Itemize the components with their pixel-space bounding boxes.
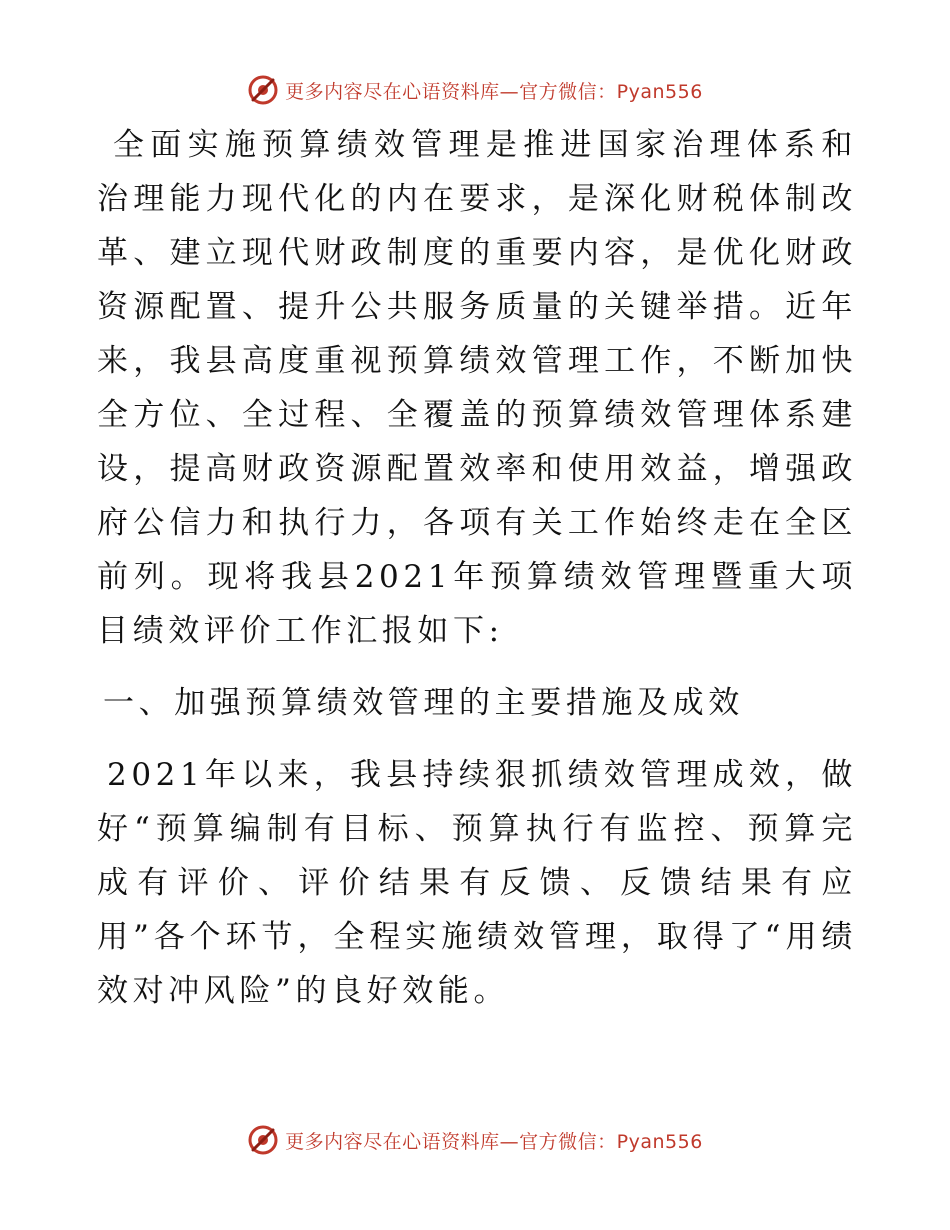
- logo-icon: [247, 74, 279, 106]
- footer-watermark-text: 更多内容尽在心语资料库—官方微信：Pyan556: [285, 1130, 703, 1153]
- section-paragraph: 2021年以来，我县持续狠抓绩效管理成效，做好“预算编制有目标、预算执行有监控、预算完成有评价、评价结果有反馈、反馈结果有应用”各个环节，全程实施绩效管理，取得了“用绩效对冲风险”的良好效能。: [97, 757, 857, 1009]
- document-body: [97, 118, 857, 1018]
- header-watermark: [0, 74, 950, 106]
- footer-watermark: [0, 1124, 950, 1156]
- logo-icon: [247, 1124, 279, 1156]
- section-heading: 一、加强预算绩效管理的主要措施及成效: [103, 685, 744, 721]
- intro-paragraph: 全面实施预算绩效管理是推进国家治理体系和治理能力现代化的内在要求，是深化财税体制改革、建立现代财政制度的重要内容，是优化财政资源配置、提升公共服务质量的关键举措。近年来，我县高度重视预算绩效管理工作，不断加快全方位、全过程、全覆盖的预算绩效管理体系建设，提高财政资源配置效率和使用效益，增强政府公信力和执行力，各项有关工作始终走在全区前列。现将我县2021年预算绩效管理暨重大项目绩效评价工作汇报如下:: [97, 127, 857, 649]
- header-watermark-text: 更多内容尽在心语资料库—官方微信：Pyan556: [285, 80, 703, 103]
